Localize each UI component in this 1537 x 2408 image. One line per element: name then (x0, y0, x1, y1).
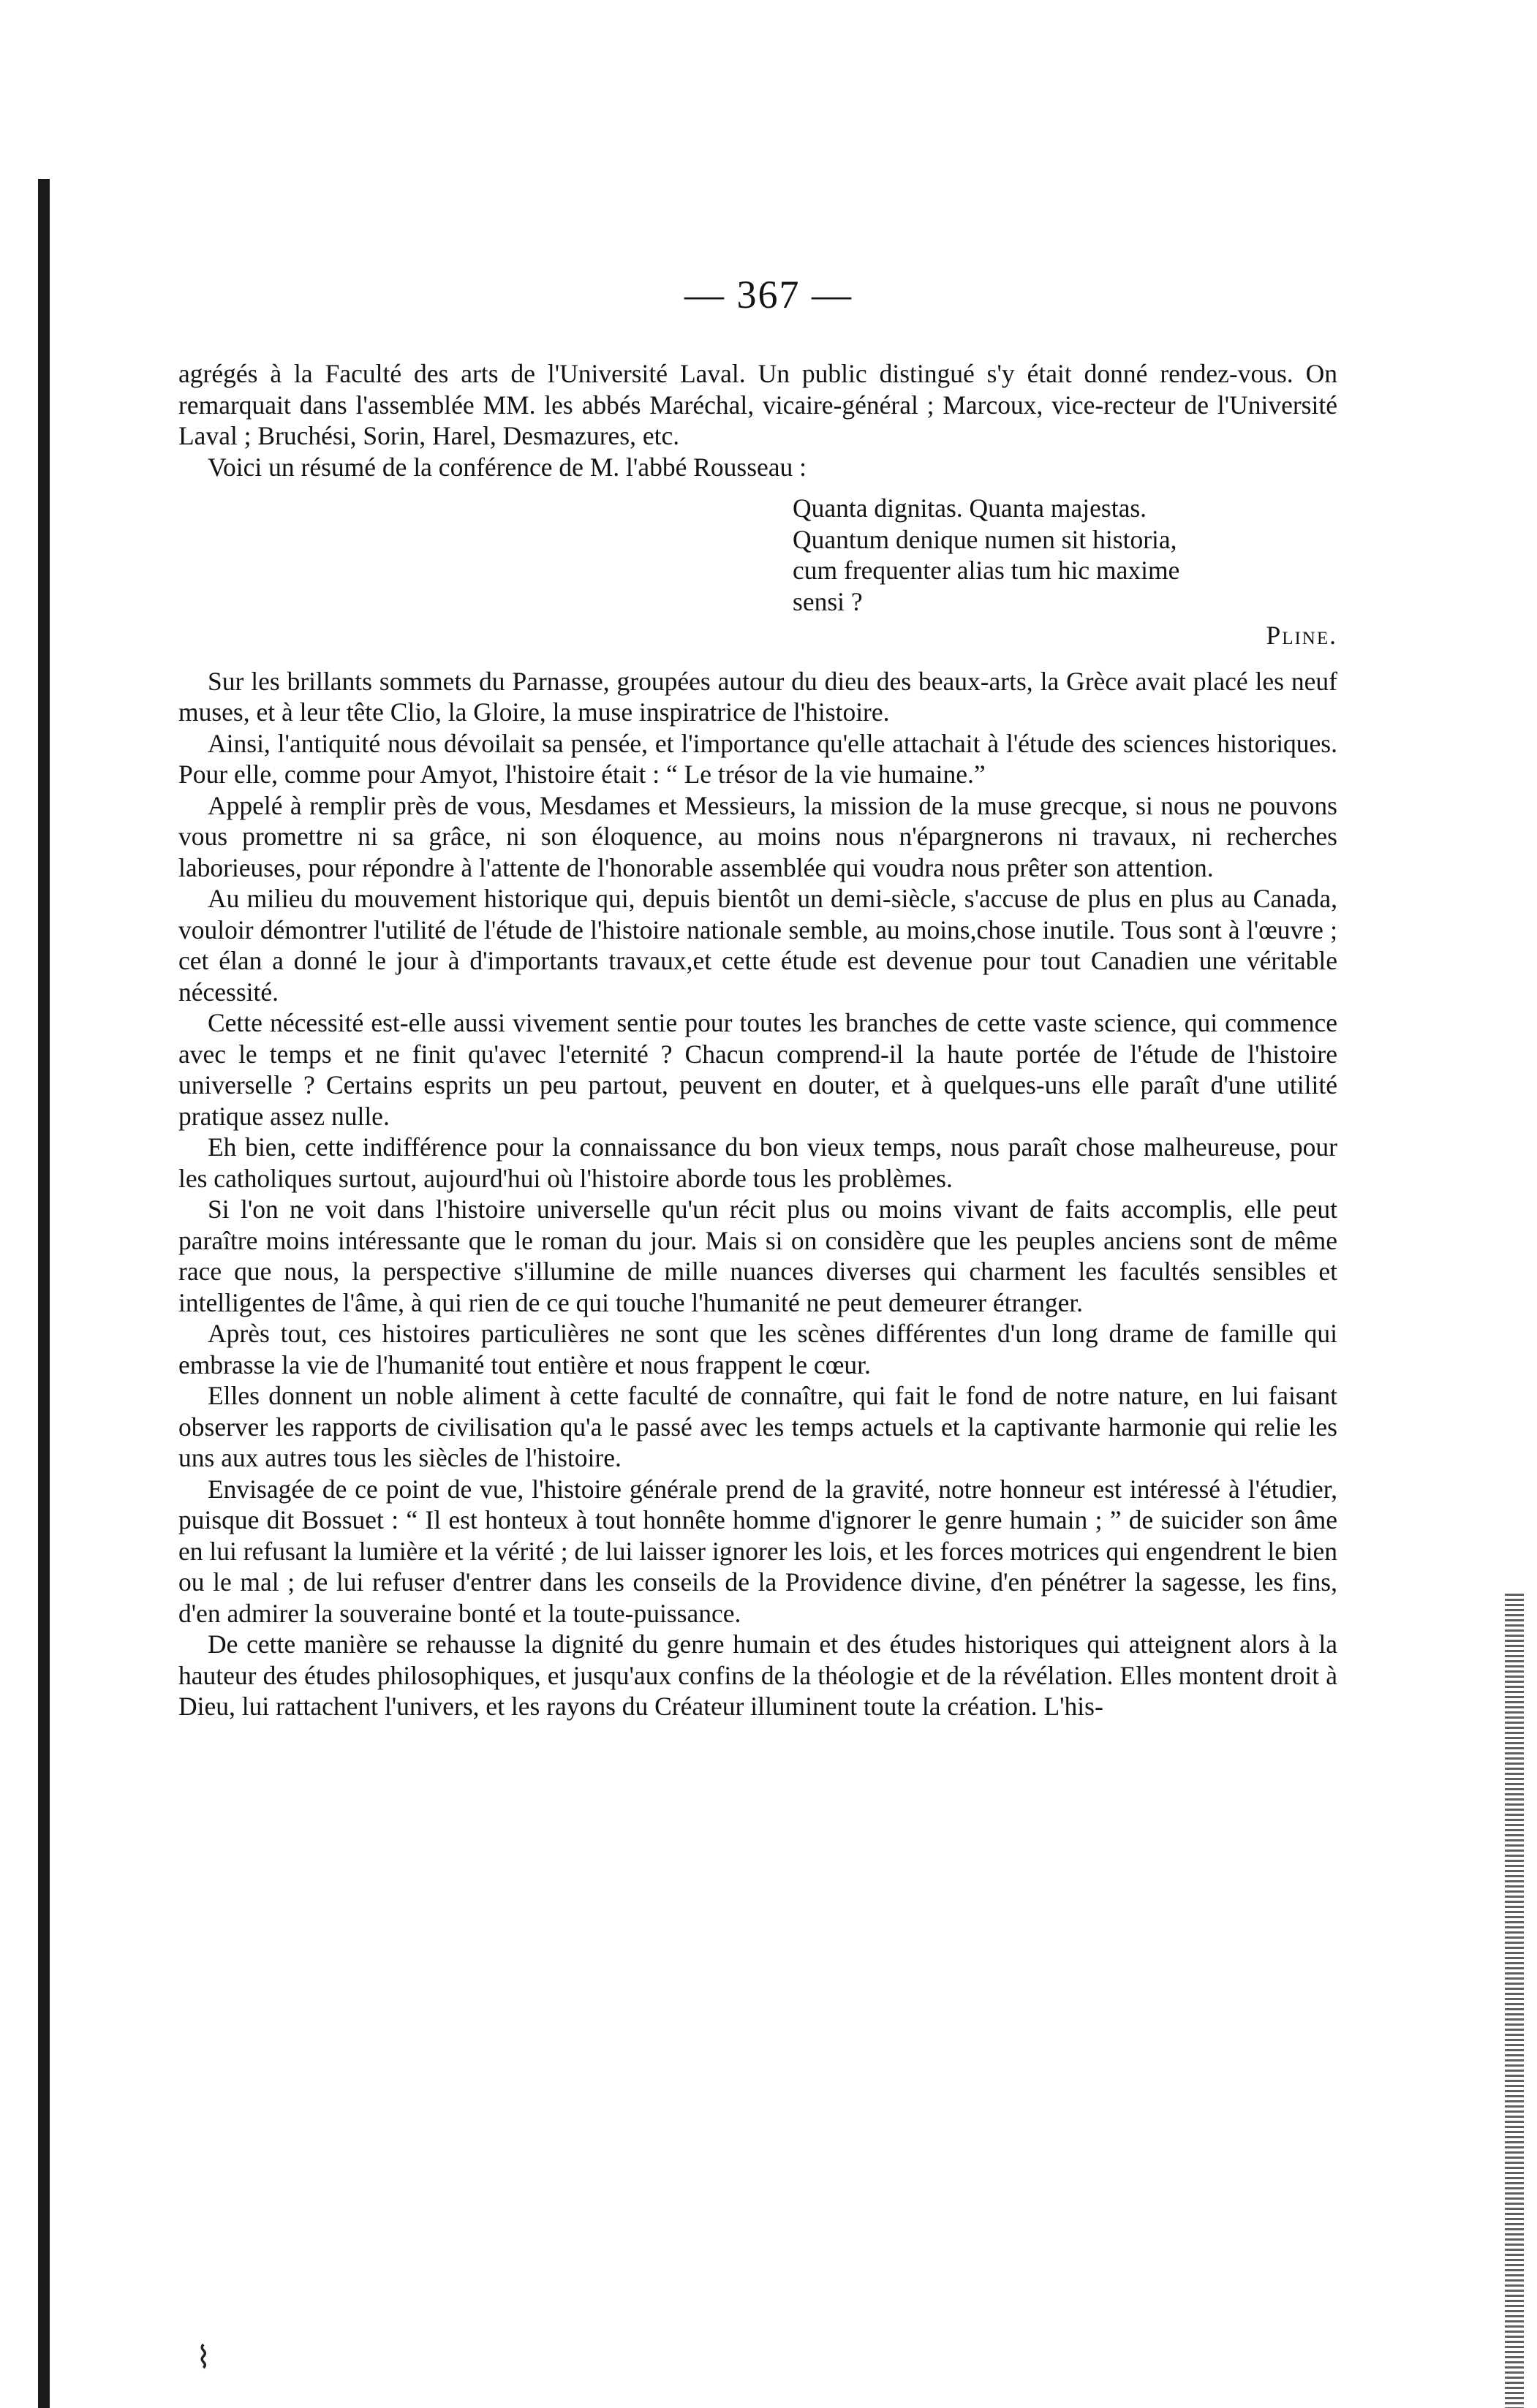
epigraph-author: Pline. (1266, 621, 1337, 650)
body-paragraph: Eh bien, cette indifférence pour la connaissance du bon vieux temps, nous paraît chose malheureuse, pour les catholiques surtout, aujourd'hui où l'histoire aborde tous les problèmes. (178, 1132, 1337, 1193)
epigraph-line: Quanta dignitas. Quanta majestas. (793, 493, 1147, 523)
body-paragraph: Si l'on ne voit dans l'histoire universelle qu'un récit plus ou moins vivant de faits accomplis, elle peut paraître moins intéressante que le roman du jour. Mais si on considère que les peuples anciens sont de même race que nous, la perspective s'illumine de mille nuances diverses qui charment les facultés sensibles et intelligentes de l'âme, à qui rien de ce qui touche l'humanité ne peut demeurer étranger. (178, 1194, 1337, 1317)
paragraph-summary-lead: Voici un résumé de la conférence de M. l'abbé Rousseau : (208, 452, 807, 482)
body-paragraph: Cette nécessité est-elle aussi vivement sentie pour toutes les branches de cette vaste science, qui commence avec le temps et ne finit qu'avec l'eternité ? Chacun comprend-il la haute portée de l'étude de l'histoire universelle ? Certains esprits un peu partout, peuvent en douter, et à quelques-uns elle paraît d'une utilité pratique assez nulle. (178, 1008, 1337, 1131)
epigraph-line: Quantum denique numen sit historia, (793, 524, 1177, 554)
body-paragraph: De cette manière se rehausse la dignité du genre humain et des études historiques qui atteignent alors à la hauteur des études philosophiques, et jusqu'aux confins de la théologie et de la révélation. Elles montent droit à Dieu, lui rattachent l'univers, et les rayons du Créateur illuminent toute la création. L'his- (178, 1629, 1337, 1721)
body-paragraph: Sur les brillants sommets du Parnasse, groupées autour du dieu des beaux-arts, la Grèce avait placé les neuf muses, et à leur tête Clio, la Gloire, la muse inspiratrice de l'histoire. (178, 666, 1337, 727)
page-text (178, 358, 1337, 1722)
epigraph (178, 493, 1337, 651)
body-paragraph: Après tout, ces histoires particulières ne sont que les scènes différentes d'un long drame de famille qui embrasse la vie de l'humanité tout entière et nous frappent le cœur. (178, 1319, 1337, 1379)
body-paragraph: Au milieu du mouvement historique qui, depuis bientôt un demi-siècle, s'accuse de plus en plus au Canada, vouloir démontrer l'utilité de l'étude de l'histoire nationale semble, au moins,chose inutile. Tous sont à l'œuvre ; cet élan a donné le jour à d'importants travaux,et cette étude est devenue pour tout Canadien une véritable nécessité. (178, 884, 1337, 1007)
margin-ink-mark: ⌇ (196, 2341, 211, 2375)
page-number: — 367 — (684, 273, 853, 317)
body-paragraph: Ainsi, l'antiquité nous dévoilait sa pensée, et l'importance qu'elle attachait à l'étude des sciences historiques. Pour elle, comme pour Amyot, l'histoire était : “ Le trésor de la vie humaine.” (178, 728, 1337, 789)
paragraph-intro: agrégés à la Faculté des arts de l'Université Laval. Un public distingué s'y était donné rendez-vous. On remarquait dans l'assemblée MM. les abbés Maréchal, vicaire-général ; Marcoux, vice-recteur de l'Université Laval ; Bruchési, Sorin, Harel, Desmazures, etc. (178, 359, 1337, 450)
binding-edge-left (38, 179, 50, 2408)
binding-edge-right (1505, 1594, 1524, 2408)
epigraph-line: cum frequenter alias tum hic maxime (793, 556, 1180, 585)
body-paragraph: Envisagée de ce point de vue, l'histoire générale prend de la gravité, notre honneur est intéressé à l'étudier, puisque dit Bossuet : “ Il est honteux à tout honnête homme d'ignorer le genre humain ; ” de suicider son âme en lui refusant la lumière et la vérité ; de lui laisser ignorer les lois, et les forces motrices qui engendrent le bien ou le mal ; de lui refuser d'entrer dans les conseils de la Providence divine, d'en pénétrer la sagesse, les fins, d'en admirer la souveraine bonté et la toute-puissance. (178, 1474, 1337, 1628)
body-paragraph: Appelé à remplir près de vous, Mesdames et Messieurs, la mission de la muse grecque, si nous ne pouvons vous promettre ni sa grâce, ni son éloquence, au moins nous n'épargnerons ni travaux, ni recherches laborieuses, pour répondre à l'attente de l'honorable assemblée qui voudra nous prêter son attention. (178, 790, 1337, 882)
epigraph-line: sensi ? (793, 586, 863, 616)
body-paragraph: Elles donnent un noble aliment à cette faculté de connaître, qui fait le fond de notre nature, en lui faisant observer les rapports de civilisation qu'a le passé avec les temps actuels et la captivante harmonie qui relie les uns aux autres tous les siècles de l'histoire. (178, 1381, 1337, 1472)
